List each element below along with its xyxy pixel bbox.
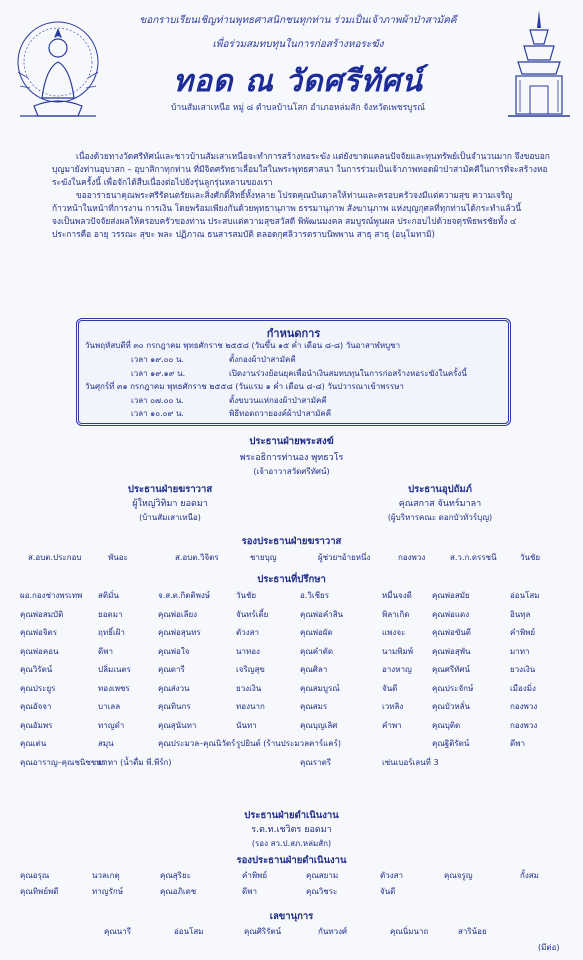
patron-name: คุณสกาส จันทร์มาลา	[398, 499, 482, 509]
advisor-name: นามพิมพ์	[382, 646, 414, 656]
advisor-name: วันชัย	[236, 591, 257, 600]
patron-heading: ประธานอุปถัมภ์	[408, 484, 472, 495]
advisor-name: จันดี	[382, 683, 398, 693]
advisor-name: ทาญดำ	[98, 720, 125, 730]
advisor-name: คุณศิลา	[300, 665, 328, 674]
intro-line: ประการคือ อายุ วรรณะ สุขะ พละ ปฏิภาณ ธนสารสมบัติ ตลอดกุศลิวารตราบนิพพาน สาธุ สาธุ (อนุโมทามิ)	[52, 229, 435, 239]
advisor-name: คุณดารี	[158, 665, 185, 674]
advisor-name: คุณวิรัตน์	[20, 665, 53, 674]
advisor-name: คุณสมบูรณ์	[300, 683, 340, 693]
vice-ops-name: จันดี	[380, 887, 396, 896]
advisor-name: คุณประมวล–คุณนิวัตร์	[158, 739, 236, 748]
advisor-name: สติมั่น	[98, 591, 119, 600]
secretary-name: กันทวงศ์	[318, 927, 348, 936]
advisor-name: มาทา	[510, 646, 530, 656]
advisor-name: คุณศรีทัศน์	[432, 665, 470, 674]
advisor-name: คุณบุญเลิศ	[300, 720, 338, 730]
vice-ops-grid	[20, 870, 576, 906]
advisor-name: คุณอาราญ–คุณชนิชชพร	[20, 757, 106, 767]
advisor-name: คุณพ่อแดง	[432, 609, 470, 619]
schedule-day2: วันศุกร์ที่ ๓๑ กรกฎาคม พุทธศักราช ๒๕๕๘ (วันแรม ๑ ค่ำ เดือน ๘-๘) วันปวารณาเข้าพรรษา	[85, 382, 404, 391]
schedule-time: เวลา ๐๗.๐๐ น.	[131, 396, 184, 405]
page-title: ทอด ณ วัดศรีทัศน์	[173, 64, 423, 99]
advisor-name: เวทลิง	[382, 702, 404, 711]
advisor-name: คุณส่งวน	[158, 683, 190, 693]
secretary-name: คุณนารี	[104, 927, 132, 936]
secretary-name: สาริน้อย	[458, 927, 487, 936]
advisor-name: คุณพ่อจิตร	[20, 628, 58, 637]
vice-ops-name: ทาญรักษ์	[92, 887, 123, 896]
advisor-name: นาทอง	[236, 646, 260, 656]
advisor-name: จันทร์เตี้ย	[236, 609, 269, 619]
advisor-name: คุณสมร	[300, 702, 328, 711]
schedule-heading: กำหนดการ	[266, 327, 321, 340]
advisor-name: คุณสุนันทา	[158, 720, 197, 730]
advisor-name: หมื่นจงดี	[382, 591, 412, 600]
schedule-box	[76, 318, 511, 426]
temple-spire-illustration	[500, 8, 578, 126]
buddha-illustration	[8, 6, 108, 124]
advisor-name: คุณอัจจา	[20, 702, 52, 711]
vice-lay-name: ผู้ช่วยฯอ้ายหนึ่ง	[318, 553, 371, 562]
monk-chair-role: (เจ้าอาวาสวัดศรีทัศน์)	[253, 467, 330, 476]
schedule-time: เวลา ๑๐.๐๙ น.	[131, 409, 184, 418]
vice-ops-name: คุณอภิเดช	[160, 887, 197, 896]
intro-line: ขออาราธนาคุณพระศรีรัตนตรัยและสิ่งศักดิ์สิทธิ์ทั้งหลาย โปรดคุณบันดาลให้ท่านและครอบครัวจงมีแต่ความสุข ความเจริญ	[76, 190, 513, 200]
vice-ops-name: คุณอรุณ	[20, 871, 50, 880]
schedule-desc: พิธีทอดถวายองค์ผ้าป่าสามัคคี	[229, 409, 332, 418]
operations-heading: ประธานฝ่ายดำเนินงาน	[244, 810, 339, 821]
advisor-name: อินทุล	[510, 609, 531, 619]
vice-ops-name: คำพิพย์	[242, 871, 268, 880]
advisor-name: คุณอัมพร	[20, 720, 53, 730]
advisor-name: แพงจะ	[382, 628, 406, 637]
advisors-grid	[20, 590, 576, 780]
vice-lay-heading: รองประธานฝ่ายฆราวาส	[241, 536, 342, 547]
advisor-name: เมืองมิ่ง	[510, 683, 536, 693]
patron-role: (ผู้บริหารคณะ ดอกบัวทัวร์บุญ)	[387, 513, 493, 522]
advisor-name: ยวงเงิน	[236, 683, 262, 693]
operations-name: ร.ต.ท.เชวิตร ยอดมา	[251, 825, 332, 835]
advisor-name: คำพา	[382, 720, 402, 730]
vice-ops-name: คุณทิพย์พดี	[20, 887, 59, 896]
advisor-name: ทองเพชร	[98, 683, 130, 693]
advisor-name: บาเลล	[98, 702, 121, 711]
advisor-name: คุณบุติด	[432, 720, 461, 730]
advisor-name: คุณทินกร	[158, 702, 191, 711]
advisor-name: ดีพา	[98, 646, 113, 656]
advisor-name: ยอดมา	[98, 609, 123, 619]
advisor-name: เซ่นเบอร์เลนที่ 3	[382, 757, 439, 767]
advisor-name: คุณพ่อสุพัน	[432, 646, 471, 656]
secretary-name: คุณนิ่มนาถ	[390, 927, 429, 936]
advisor-name: ยวงเงิน	[510, 665, 536, 674]
vice-ops-name: ตัวงสา	[380, 871, 403, 880]
advisor-name: ทองนาก	[236, 702, 265, 711]
advisor-name: ปลิ่มเนตร	[98, 665, 131, 674]
advisor-name: มาทา (น้ำดื่ม พี.พีร์ก)	[98, 757, 172, 767]
vice-ops-name: คุณจรูญ	[444, 871, 473, 880]
advisor-name: กองพวง	[510, 720, 538, 730]
intro-line: ระฆังในครั้งนี้ เพื่อจักได้สืบเนื่องต่อไปยังรุ่นลูกรุ่นหลานของเรา	[52, 177, 273, 187]
schedule-time: เวลา ๑๙.๐๐ น.	[131, 355, 184, 364]
secretary-name: อ่อนโสม	[174, 927, 204, 936]
intro-paragraph	[52, 150, 562, 241]
advisor-name: ผอ.กองช่างพรเทพ	[20, 591, 83, 600]
vice-ops-name: กั้งสม	[520, 871, 539, 880]
advisor-name: คุณพ่อผัด	[300, 628, 333, 637]
advisor-name: คุณประยูร	[20, 683, 56, 693]
intro-line: จงเป็นพลวปัจจัยส่งผลให้ครอบครัวของท่าน ประสบแต่ความสุขสวัสดี พิพัฒนมงคล สมบูรณ์พูนผล ประกอบไปด้วยจตุรพิธพรชัยทั้ง ๔	[52, 216, 517, 226]
monk-chair-heading: ประธานฝ่ายพระสงฆ์	[249, 436, 334, 447]
advisor-name: ฤทธิ์เฝ้า	[98, 628, 125, 637]
secretary-name: คุณศิริรัตน์	[244, 927, 282, 936]
vice-lay-name: ส.อบต.วิจิตร	[175, 553, 219, 562]
advisor-name: พิลาเกิด	[382, 609, 410, 619]
schedule-desc: เปิดงานร่วงย้อนยุคเพื่อนำเงินสมทบทุนในการก่อสร้างหอระฆังในครั้งนี้	[229, 369, 467, 378]
vice-ops-heading: รองประธานฝ่ายดำเนินงาน	[236, 855, 347, 866]
schedule-day1: วันพฤหัสบดีที่ ๓๐ กรกฎาคม พุทธศักราช ๒๕๕๘ (วันขึ้น ๑๕ ค่ำ เดือน ๘-๘) วันอาสาฬหบูชา	[85, 341, 401, 350]
advisor-name: คุณประจักษ์	[432, 683, 474, 693]
advisor-name: คุณพ่อขันตี	[432, 628, 471, 637]
intro-line: ก้าวหน้าในหน้าที่การงาน การเงิน โดยพร้อมเพียงกันด้วยพุทธานุภาพ ธรรมานุภาพ สังฆานุภาพ แห่งบุญกุศลที่ทุกท่านได้กระทำแล้วนี้	[52, 203, 522, 213]
schedule-desc: ตั้งขบวนแห่กองผ้าป่าสามัคคี	[229, 396, 327, 405]
vice-ops-name: คุณสุริยะ	[160, 871, 191, 880]
advisor-name: คุณพ่อสมัย	[432, 591, 470, 600]
header-purpose-line: เพื่อร่วมสมทบทุนในการก่อสร้างหอระฆัง	[212, 39, 384, 50]
vice-lay-name: ส.ว.ก.ดรรชนี	[450, 553, 497, 562]
operations-role: (รอง สว.ป.สภ.หล่มสัก)	[251, 839, 332, 848]
vice-lay-name: วันชัย	[520, 553, 541, 562]
schedule-time: เวลา ๑๙.๑๙ น.	[131, 369, 186, 378]
advisors-heading: ประธานที่ปรึกษา	[257, 574, 326, 585]
advisor-name: คุณพ่อคำสิน	[300, 609, 344, 619]
advisor-name: คำพิพย์	[510, 628, 536, 637]
header-invite-line: ขอกราบเรียนเชิญท่านพุทธศาสนิกชนทุกท่าน ร่วมเป็นเจ้าภาพผ้าป่าสามัคคี	[139, 15, 457, 26]
monk-chair-name: พระอธิการท่านอง พุทธวโร	[239, 453, 344, 463]
advisor-name: อ่อนโสม	[510, 591, 540, 600]
advisor-name: รูปยินต์ (ร้านประมวลคาร์แคร์)	[236, 739, 342, 748]
advisor-name: คุณเต่น	[20, 739, 47, 748]
advisor-name: อางหาญ	[382, 665, 412, 674]
advisor-name: คุณราตรี	[300, 757, 332, 767]
intro-line: บุญมายังท่านอุบาสก – อุบาสิกาทุกท่าน ที่มีจิตศรัทธาเลื่อมใสในพระพุทธศาสนา ในการร่วมเป็นเจ้าภาพทอดผ้าป่าสามัคคีในการที่จะสร้างหอ	[52, 164, 548, 174]
vice-ops-name: คุณวิชระ	[306, 887, 338, 896]
advisor-name: คุณพ่อเลียง	[158, 609, 198, 619]
vice-lay-name: ชายบุญ	[250, 553, 277, 562]
advisor-name: ตัวงสา	[236, 628, 259, 637]
schedule-desc: ตั้งกองผ้าป่าสามัคคี	[229, 355, 296, 364]
lay-chair-role: (บ้านสัมเสาเหนือ)	[139, 513, 201, 522]
advisor-name: นันทา	[236, 720, 257, 730]
advisor-name: เจริญสุข	[236, 665, 265, 674]
secretary-heading: เลขานุการ	[269, 911, 314, 922]
advisor-name: คุณฐิติรัตน์	[432, 739, 470, 748]
advisor-name: คุณบัวหลั่น	[432, 702, 470, 711]
vice-lay-name: กองพวง	[398, 553, 426, 562]
advisor-name: ดีพา	[510, 739, 525, 748]
advisor-name: จ.ส.ต.กิตติพงษ์	[158, 591, 211, 600]
vice-ops-name: ดีพา	[242, 887, 257, 896]
advisor-name: คุณพ่อสมบัติ	[20, 609, 64, 619]
continued-note: (มีต่อ)	[538, 943, 560, 952]
lay-chair-heading: ประธานฝ่ายฆราวาส	[127, 484, 213, 495]
advisor-name: คุณพ่อคอน	[20, 646, 59, 656]
vice-ops-name: นวลเกตุ	[92, 871, 120, 880]
advisor-name: กองพวง	[510, 702, 538, 711]
temple-address: บ้านสัมเสาเหนือ หมู่ ๘ ตำบลบ้านโสก อำเภอหล่มสัก จังหวัดเพชรบูรณ์	[170, 103, 426, 113]
vice-ops-name: คุณสยาม	[306, 871, 339, 880]
advisor-name: คุณพ่อใจ	[158, 646, 190, 656]
advisor-name: สมุน	[98, 739, 114, 748]
lay-chair-name: ผู้ใหญ่วิทิมา ยอดมา	[132, 499, 208, 509]
advisor-name: อ.วิเชียร	[300, 591, 329, 600]
vice-lay-name: ส.อบต.ประกอบ	[28, 553, 82, 562]
vice-lay-name: พันอะ	[108, 553, 128, 562]
advisor-name: คุณพ่อสุนทร	[158, 628, 201, 637]
advisor-name: คุณคำตัด	[300, 646, 334, 656]
intro-line: เนื่องด้วยทางวัดศรีทัศน์และชาวบ้านสัมเสาเหนือจะทำการสร้างหอระฆัง แต่ยังขาดแคลนปัจจัยและทุนทรัพย์เป็นจำนวนมาก จึงขอบอก	[76, 151, 550, 161]
